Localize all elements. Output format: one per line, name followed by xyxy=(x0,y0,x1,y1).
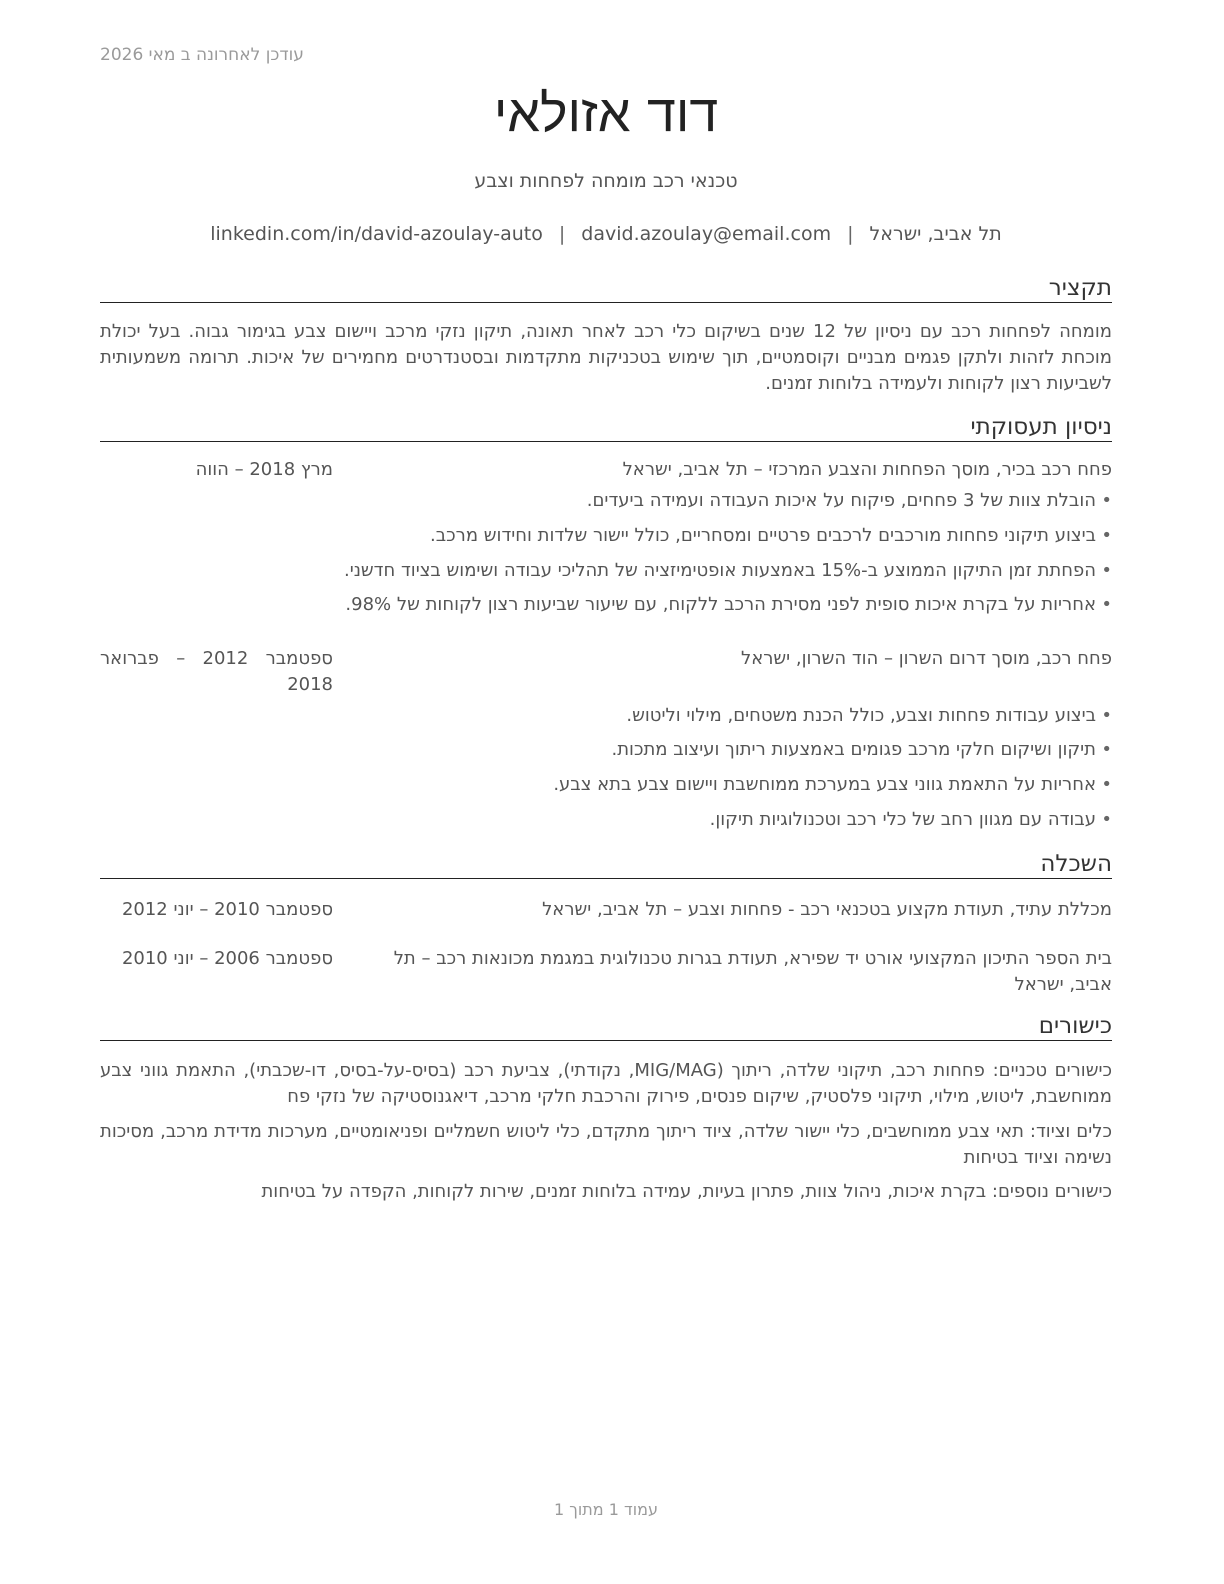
job-bullet: •הפחתת זמן התיקון הממוצע ב-15% באמצעות אופטימיזציה של תהליכי עבודה ושימוש בציוד חדשני. xyxy=(344,558,1112,584)
bullet-dot: • xyxy=(1101,705,1112,726)
last-updated: עודכן לאחרונה ב מאי 2026 xyxy=(100,45,304,65)
skills-heading: כישורים xyxy=(100,1013,1112,1041)
bullet-dot: • xyxy=(1101,490,1112,511)
candidate-name: דוד אזולאי xyxy=(493,84,719,144)
job-bullet: •אחריות על התאמת גווני צבע במערכת ממוחשבת ויישום צבע בתא צבע. xyxy=(553,772,1112,798)
skills-tools: כלים וציוד: תאי צבע ממוחשבים, כלי יישור שלדה, ציוד ריתוך מתקדם, כלי ליטוש חשמליים ופניאומטיים, מערכות מדידת מרכב, מסיכות נשימה וציוד בטיחות xyxy=(100,1121,1112,1168)
education-heading: השכלה xyxy=(100,851,1112,879)
contact-separator: | xyxy=(558,223,566,245)
bullet-dot: • xyxy=(1101,809,1112,830)
contact-separator: | xyxy=(847,223,854,245)
experience-heading: ניסיון תעסוקתי xyxy=(100,414,1112,442)
job-bullet: •ביצוע תיקוני פחחות מורכבים לרכבים פרטיים ומסחריים, כולל יישור שלדות וחידוש מרכב. xyxy=(430,523,1112,549)
job-bullet: •עבודה עם מגוון רחב של כלי רכב וטכנולוגיות תיקון. xyxy=(710,807,1112,833)
bullet-dot: • xyxy=(1101,525,1112,546)
skills-technical: כישורים טכניים: פחחות רכב, תיקוני שלדה, ריתוך (MIG/MAG, נקודתי), צביעת רכב (בסיס-על-בסיס, דו-שכבתי), התאמת גווני צבע ממוחשבת, ליטוש, מילוי, תיקוני פלסטיק, שיקום פנסים, פירוק והרכבת חלקי מרכב, דיאגנוסטיקה של נזקי פח xyxy=(100,1060,1113,1107)
bullet-dot: • xyxy=(1101,739,1112,760)
contact-line xyxy=(100,223,1112,245)
bullet-dot: • xyxy=(1101,560,1112,581)
summary-text: מומחה לפחחות רכב עם ניסיון של 12 שנים בשיקום כלי רכב לאחר תאונה, תיקון נזקי מרכב ויישום צבע בגימור גבוה. בעל יכולת מוכחת לזהות ולתקן פגמים מבניים וקוסמטיים, תוך שימוש בטכניקות מתקדמות ובסטנדרטים מחמירים של איכות. תרומה משמעותית לשביעות רצון לקוחות ולעמידה בלוחות זמנים. xyxy=(100,321,1112,394)
job-bullet: •תיקון ושיקום חלקי מרכב פגומים באמצעות ריתוך ועיצוב מתכות. xyxy=(611,737,1112,763)
skills-additional: כישורים נוספים: בקרת איכות, ניהול צוות, פתרון בעיות, עמידה בלוחות זמנים, שירות לקוחות, הקפדה על בטיחות xyxy=(261,1181,1112,1202)
contact-linkedin[interactable]: linkedin.com/in/david-azoulay-auto xyxy=(210,223,543,245)
job-dates: ספטמבר 2012 – פברואר 2018 xyxy=(100,648,333,695)
page-number: עמוד 1 מתוך 1 xyxy=(554,1500,658,1519)
education-title: בית הספר התיכון המקצועי אורט יד שפירא, תעודת בגרות טכנולוגית במגמת מכונאות רכב – תל אביב, ישראל xyxy=(393,948,1112,995)
summary-heading: תקציר xyxy=(100,275,1112,303)
job-title: פחח רכב בכיר, מוסך הפחחות והצבע המרכזי – תל אביב, ישראל xyxy=(622,459,1112,480)
bullet-dot: • xyxy=(1101,774,1112,795)
contact-email[interactable]: david.azoulay@email.com xyxy=(581,223,832,245)
education-dates: ספטמבר 2006 – יוני 2010 xyxy=(121,948,333,969)
bullet-dot: • xyxy=(1101,594,1112,615)
education-title: מכללת עתיד, תעודת מקצוע בטכנאי רכב - פחחות וצבע – תל אביב, ישראל xyxy=(542,899,1112,920)
education-dates: ספטמבר 2010 – יוני 2012 xyxy=(121,899,333,920)
job-title: פחח רכב, מוסך דרום השרון – הוד השרון, ישראל xyxy=(740,648,1112,669)
job-bullet: •אחריות על בקרת איכות סופית לפני מסירת הרכב ללקוח, עם שיעור שביעות רצון לקוחות של 98%. xyxy=(345,592,1112,618)
job-bullet: •ביצוע עבודות פחחות וצבע, כולל הכנת משטחים, מילוי וליטוש. xyxy=(626,703,1112,729)
job-bullet: •הובלת צוות של 3 פחחים, פיקוח על איכות העבודה ועמידה ביעדים. xyxy=(587,488,1112,514)
job-dates: מרץ 2018 – הווה xyxy=(195,459,333,480)
candidate-tagline: טכנאי רכב מומחה לפחחות וצבע xyxy=(474,170,738,192)
contact-location: תל אביב, ישראל xyxy=(869,223,1002,245)
resume-page xyxy=(100,0,1112,1584)
